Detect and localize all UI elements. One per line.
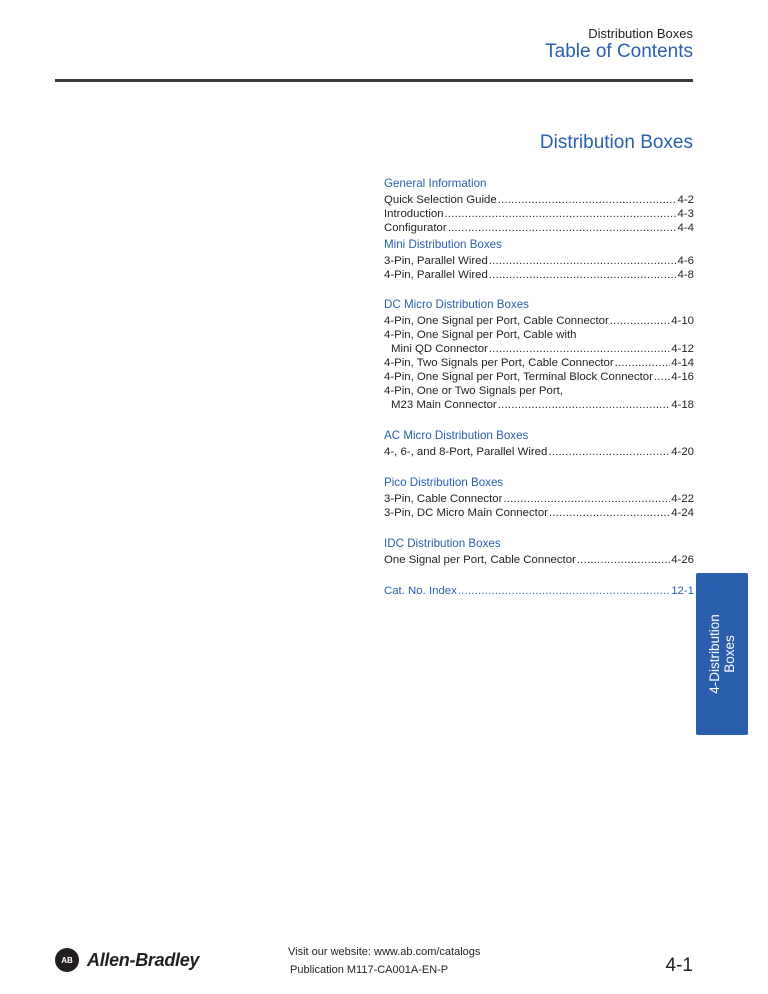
toc-entry[interactable]	[384, 268, 694, 282]
toc-entry-text: Mini QD Connector	[391, 343, 488, 355]
toc-entry[interactable]	[384, 445, 694, 459]
header-title: Table of Contents	[545, 41, 693, 62]
toc-entry-page: 4-22	[671, 493, 694, 505]
toc-entry[interactable]	[384, 254, 694, 268]
toc-entry-page: 4-12	[671, 343, 694, 355]
toc-entry-page: 4-2	[677, 194, 694, 206]
toc-entry-text: 3-Pin, Cable Connector	[384, 493, 503, 505]
section-title: Distribution Boxes	[539, 132, 693, 153]
toc-entry-page: 12-1	[671, 585, 694, 597]
toc-leader	[458, 584, 670, 598]
toc-group-title: AC Micro Distribution Boxes	[384, 429, 529, 442]
toc-entry[interactable]	[384, 398, 694, 412]
toc-leader	[448, 221, 677, 235]
toc-entry-text: Introduction	[384, 208, 444, 220]
toc-entry-page: 4-10	[671, 315, 694, 327]
toc-entry[interactable]	[384, 314, 694, 328]
brand-logo	[55, 948, 199, 972]
toc	[384, 177, 694, 598]
toc-leader	[615, 356, 671, 370]
toc-group-title: Pico Distribution Boxes	[384, 476, 504, 489]
toc-group-dc-micro	[384, 298, 694, 412]
toc-entry-text: Quick Selection Guide	[384, 194, 497, 206]
toc-entry[interactable]	[384, 221, 694, 235]
toc-entry-text: 3-Pin, DC Micro Main Connector	[384, 507, 548, 519]
toc-leader	[610, 314, 670, 328]
toc-leader	[498, 193, 677, 207]
toc-entry-text: Configurator	[384, 222, 447, 234]
toc-entry[interactable]	[384, 207, 694, 221]
toc-entry-page: 4-24	[671, 507, 694, 519]
toc-group-title: IDC Distribution Boxes	[384, 537, 501, 550]
toc-leader	[654, 370, 670, 384]
side-tab-label	[707, 614, 737, 694]
toc-entry-text: M23 Main Connector	[391, 399, 497, 411]
toc-entry-page: 4-8	[677, 269, 694, 281]
header-category: Distribution Boxes	[588, 26, 693, 41]
toc-group-mini	[384, 238, 694, 282]
toc-entry-page: 4-4	[677, 222, 694, 234]
toc-leader	[549, 506, 670, 520]
toc-entry[interactable]	[384, 356, 694, 370]
toc-entry[interactable]	[384, 193, 694, 207]
toc-entry-page: 4-18	[671, 399, 694, 411]
toc-entry-line[interactable]: 4-Pin, One or Two Signals per Port,	[384, 385, 563, 397]
toc-leader	[503, 492, 670, 506]
toc-entry-text: One Signal per Port, Cable Connector	[384, 554, 576, 566]
toc-group-title: General Information	[384, 177, 487, 190]
toc-entry-text: 4-Pin, One Signal per Port, Terminal Block Connector	[384, 371, 653, 383]
toc-entry[interactable]	[384, 342, 694, 356]
toc-group-ac-micro	[384, 429, 694, 459]
toc-entry-page: 4-20	[671, 446, 694, 458]
toc-group-idc	[384, 537, 694, 567]
toc-entry-line[interactable]: 4-Pin, One Signal per Port, Cable with	[384, 329, 577, 341]
toc-leader	[548, 445, 670, 459]
toc-entry[interactable]	[384, 492, 694, 506]
side-tab[interactable]	[696, 573, 748, 735]
toc-entry-page: 4-26	[671, 554, 694, 566]
page-number: 4-1	[665, 955, 693, 976]
toc-group-title: DC Micro Distribution Boxes	[384, 298, 529, 311]
header-rule	[55, 79, 693, 82]
toc-group-title: Mini Distribution Boxes	[384, 238, 502, 251]
side-tab-line1: 4-Distribution	[707, 614, 722, 694]
footer-publication: Publication M117-CA001A-EN-P	[290, 964, 449, 976]
ab-badge-icon: AB	[55, 948, 79, 972]
toc-leader	[445, 207, 677, 221]
toc-entry-text: Cat. No. Index	[384, 585, 457, 597]
toc-entry-text: 3-Pin, Parallel Wired	[384, 255, 488, 267]
side-tab-line2: Boxes	[722, 635, 737, 673]
toc-entry[interactable]	[384, 506, 694, 520]
toc-entry-page: 4-6	[677, 255, 694, 267]
toc-entry-text: 4-Pin, One Signal per Port, Cable Connector	[384, 315, 609, 327]
toc-group-pico	[384, 476, 694, 520]
toc-entry-text: 4-Pin, Two Signals per Port, Cable Connector	[384, 357, 614, 369]
toc-entry[interactable]	[384, 370, 694, 384]
toc-leader	[489, 342, 670, 356]
toc-index-entry[interactable]	[384, 584, 694, 598]
toc-entry-page: 4-14	[671, 357, 694, 369]
toc-entry-text: 4-Pin, Parallel Wired	[384, 269, 488, 281]
toc-entry-page: 4-3	[677, 208, 694, 220]
toc-entry-text: 4-, 6-, and 8-Port, Parallel Wired	[384, 446, 548, 458]
toc-leader	[489, 254, 677, 268]
toc-leader	[498, 398, 670, 412]
toc-group-general	[384, 177, 694, 235]
footer-website[interactable]: Visit our website: www.ab.com/catalogs	[288, 946, 481, 958]
toc-entry[interactable]	[384, 553, 694, 567]
toc-leader	[577, 553, 670, 567]
brand-wordmark: Allen-Bradley	[87, 949, 200, 970]
toc-entry-page: 4-16	[671, 371, 694, 383]
toc-leader	[489, 268, 677, 282]
